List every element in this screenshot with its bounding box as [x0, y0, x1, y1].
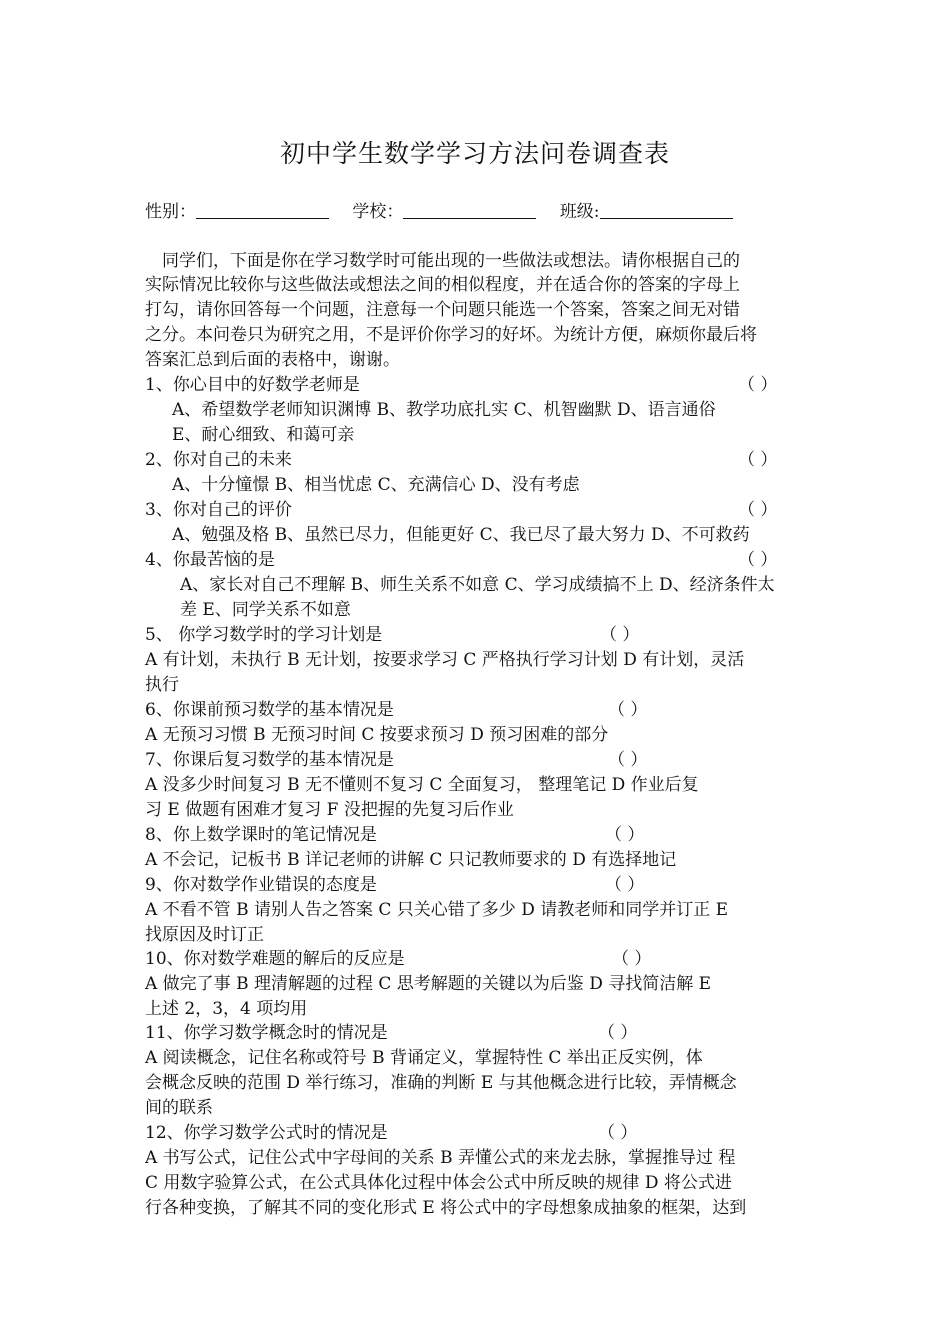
option-line: A 不看不管 B 请别人告之答案 C 只关心错了多少 D 请教老师和同学并订正 E: [145, 900, 729, 920]
question-text: 4、你最苦恼的是: [145, 550, 275, 570]
option-line: A、家长对自己不理解 B、师生关系不如意 C、学习成绩搞不上 D、经济条件太: [180, 575, 775, 595]
class-blank[interactable]: [600, 200, 733, 219]
answer-bracket[interactable]: （ ）: [738, 450, 778, 470]
question-text: 5、 你学习数学时的学习计划是: [145, 625, 383, 645]
question-text: 2、你对自己的未来: [145, 450, 292, 470]
option-line: C 用数字验算公式，在公式具体化过程中体会公式中所反映的规律 D 将公式进: [145, 1173, 732, 1193]
option-line: 找原因及时订正: [145, 925, 264, 945]
option-line: A、希望数学老师知识渊博 B、教学功底扎实 C、机智幽默 D、语言通俗: [172, 400, 716, 420]
option-line: 执行: [145, 675, 179, 695]
option-line: A 无预习习惯 B 无预习时间 C 按要求预习 D 预习困难的部分: [145, 725, 609, 745]
intro-line: 同学们，下面是你在学习数学时可能出现的一些做法或想法。请你根据自己的: [162, 251, 740, 271]
option-line: 上述 2，3，4 项均用: [145, 999, 308, 1019]
page-title: 初中学生数学学习方法问卷调查表: [279, 139, 670, 168]
option-line: A 阅读概念，记住名称或符号 B 背诵定义，掌握特性 C 举出正反实例，体: [145, 1048, 703, 1068]
answer-bracket[interactable]: （ ）: [738, 375, 778, 395]
school-label: 学校：: [352, 202, 404, 222]
question-text: 6、你课前预习数学的基本情况是: [145, 700, 394, 720]
gender-blank[interactable]: [196, 200, 329, 219]
question-text: 3、你对自己的评价: [145, 500, 292, 520]
option-line: E、耐心细致、和蔼可亲: [172, 425, 355, 445]
intro-line: 之分。本问卷只为研究之用，不是评价你学习的好坏。为统计方便，麻烦你最后将: [145, 325, 757, 345]
answer-bracket[interactable]: （ ）: [738, 500, 778, 520]
class-label: 班级:: [559, 202, 600, 222]
answer-bracket[interactable]: （ ）: [605, 825, 645, 845]
answer-bracket[interactable]: （ ）: [600, 625, 640, 645]
option-line: A、十分憧憬 B、相当忧虑 C、充满信心 D、没有考虑: [172, 475, 580, 495]
question-text: 7、你课后复习数学的基本情况是: [145, 750, 394, 770]
option-line: A 没多少时间复习 B 无不懂则不复习 C 全面复习， 整理笔记 D 作业后复: [145, 775, 699, 795]
option-line: 行各种变换，了解其不同的变化形式 E 将公式中的字母想象成抽象的框架，达到: [145, 1198, 747, 1218]
answer-bracket[interactable]: （ ）: [612, 949, 652, 969]
option-line: 会概念反映的范围 D 举行练习，准确的判断 E 与其他概念进行比较，弄情概念: [145, 1073, 737, 1093]
answer-bracket[interactable]: （ ）: [608, 750, 648, 770]
intro-line: 实际情况比较你与这些做法或想法之间的相似程度，并在适合你的答案的字母上: [145, 275, 740, 295]
answer-bracket[interactable]: （ ）: [598, 1123, 638, 1143]
school-blank[interactable]: [403, 200, 536, 219]
answer-bracket[interactable]: （ ）: [608, 700, 648, 720]
question-text: 9、你对数学作业错误的态度是: [145, 875, 377, 895]
answer-bracket[interactable]: （ ）: [598, 1023, 638, 1043]
option-line: 间的联系: [145, 1098, 213, 1118]
option-line: A 有计划，未执行 B 无计划，按要求学习 C 严格执行学习计划 D 有计划，灵活: [145, 650, 745, 670]
option-line: A 不会记，记板书 B 详记老师的讲解 C 只记教师要求的 D 有选择地记: [145, 850, 677, 870]
option-line: A、勉强及格 B、虽然已尽力，但能更好 C、我已尽了最大努力 D、不可救药: [172, 525, 750, 545]
info-fields: [145, 200, 751, 225]
question-text: 1、你心目中的好数学老师是: [145, 375, 360, 395]
option-line: 差 E、同学关系不如意: [180, 600, 351, 620]
answer-bracket[interactable]: （ ）: [738, 550, 778, 570]
question-text: 11、你学习数学概念时的情况是: [145, 1023, 388, 1043]
option-line: A 书写公式，记住公式中字母间的关系 B 弄懂公式的来龙去脉，掌握推导过 程: [145, 1148, 736, 1168]
option-line: A 做完了事 B 理清解题的过程 C 思考解题的关键以为后鉴 D 寻找简洁解 E: [145, 974, 712, 994]
option-line: 习 E 做题有困难才复习 F 没把握的先复习后作业: [145, 800, 514, 820]
question-text: 12、你学习数学公式时的情况是: [145, 1123, 388, 1143]
intro-line: 打勾，请你回答每一个问题，注意每一个问题只能选一个答案，答案之间无对错: [145, 300, 740, 320]
question-text: 8、你上数学课时的笔记情况是: [145, 825, 377, 845]
intro-line: 答案汇总到后面的表格中，谢谢。: [145, 350, 400, 370]
answer-bracket[interactable]: （ ）: [605, 875, 645, 895]
question-text: 10、你对数学难题的解后的反应是: [145, 949, 405, 969]
gender-label: 性别：: [145, 202, 196, 222]
